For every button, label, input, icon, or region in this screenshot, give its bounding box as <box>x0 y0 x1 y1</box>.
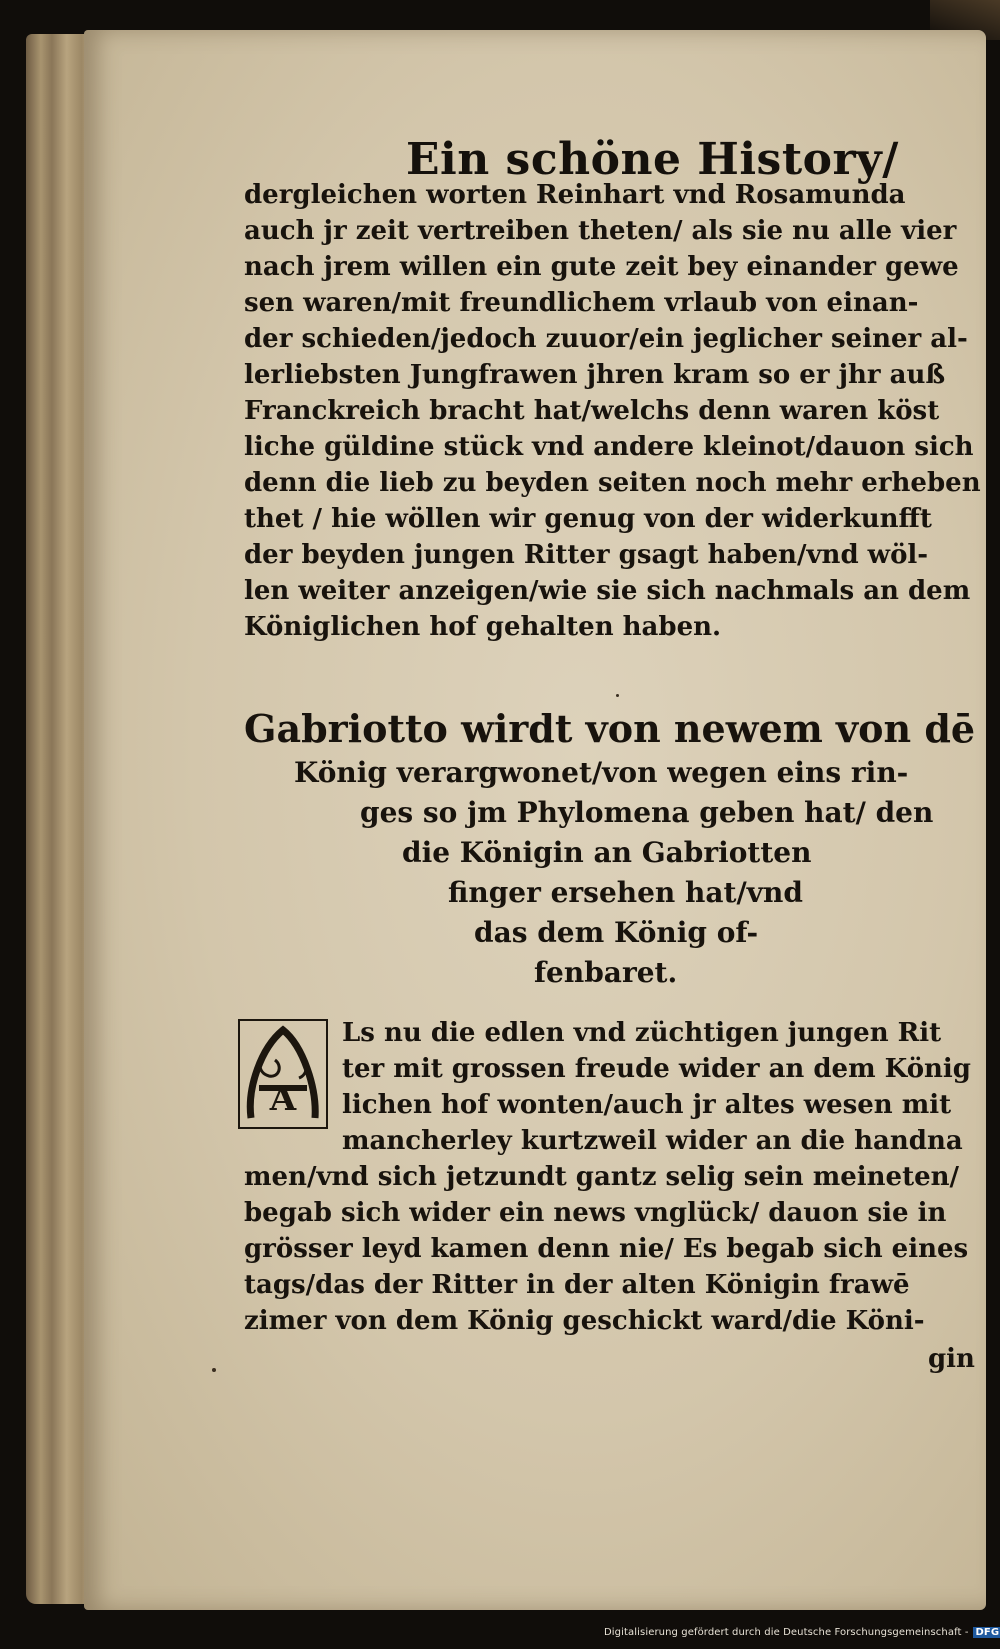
chapter-heading-line: Gabriotto wirdt von newem von dē <box>244 706 976 751</box>
book-page <box>84 30 986 1610</box>
chapter-heading-line: finger ersehen hat/vnd <box>448 876 803 909</box>
text-line: Königlichen hof gehalten haben. <box>244 612 722 642</box>
dropcap-letter: A <box>269 1079 297 1119</box>
speck <box>616 694 619 697</box>
text-line: dergleichen worten Reinhart vnd Rosamunda <box>244 180 906 210</box>
text-line: begab sich wider ein news vnglück/ dauon sie in <box>244 1198 947 1228</box>
catchword: gin <box>928 1344 975 1374</box>
text-line: grösser leyd kamen denn nie/ Es begab sich eines <box>244 1234 969 1264</box>
chapter-heading-line: die Königin an Gabriotten <box>402 836 812 869</box>
text-line: tags/das der Ritter in der alten Königin frawē <box>244 1270 910 1300</box>
text-line: nach jrem willen ein gute zeit bey einander gewe <box>244 252 959 282</box>
digitization-credit <box>604 1627 1000 1638</box>
text-line: ter mit grossen freude wider an dem König <box>342 1054 971 1084</box>
text-line: auch jr zeit vertreiben theten/ als sie nu alle vier <box>244 216 957 246</box>
text-line: der schieden/jedoch zuuor/ein jeglicher seiner al- <box>244 324 968 354</box>
dfg-logo: DFG <box>973 1627 1000 1638</box>
text-line: Ls nu die edlen vnd züchtigen jungen Rit <box>342 1018 942 1048</box>
speck <box>212 1368 216 1372</box>
text-line: sen waren/mit freundlichem vrlaub von einan- <box>244 288 919 318</box>
chapter-heading-line: ges so jm Phylomena geben hat/ den <box>360 796 934 829</box>
chapter-heading-line: fenbaret. <box>534 956 678 989</box>
text-line: zimer von dem König geschickt ward/die Köni- <box>244 1306 925 1336</box>
text-line: men/vnd sich jetzundt gantz selig sein meineten/ <box>244 1162 960 1192</box>
running-head: Ein schöne History/ <box>406 134 899 185</box>
text-line: mancherley kurtzweil wider an die handna <box>342 1126 963 1156</box>
text-line: Franckreich bracht hat/welchs denn waren köst <box>244 396 940 426</box>
text-line: denn die lieb zu beyden seiten noch mehr erheben <box>244 468 981 498</box>
text-line: thet / hie wöllen wir genug von der widerkunfft <box>244 504 932 534</box>
chapter-heading-line: König verargwonet/von wegen eins rin- <box>294 756 909 789</box>
credit-text: Digitalisierung gefördert durch die Deutsche Forschungsgemeinschaft - <box>604 1627 969 1638</box>
text-line: der beyden jungen Ritter gsagt haben/vnd wöl- <box>244 540 929 570</box>
text-line: lerliebsten Jungfrawen jhren kram so er jhr auß <box>244 360 946 390</box>
text-line: lichen hof wonten/auch jr altes wesen mit <box>342 1090 952 1120</box>
chapter-heading-line: das dem König of- <box>474 916 759 949</box>
dropcap-ornament <box>237 1018 329 1130</box>
text-line: liche güldine stück vnd andere kleinot/dauon sich <box>244 432 974 462</box>
text-line: len weiter anzeigen/wie sie sich nachmals an dem <box>244 576 971 606</box>
